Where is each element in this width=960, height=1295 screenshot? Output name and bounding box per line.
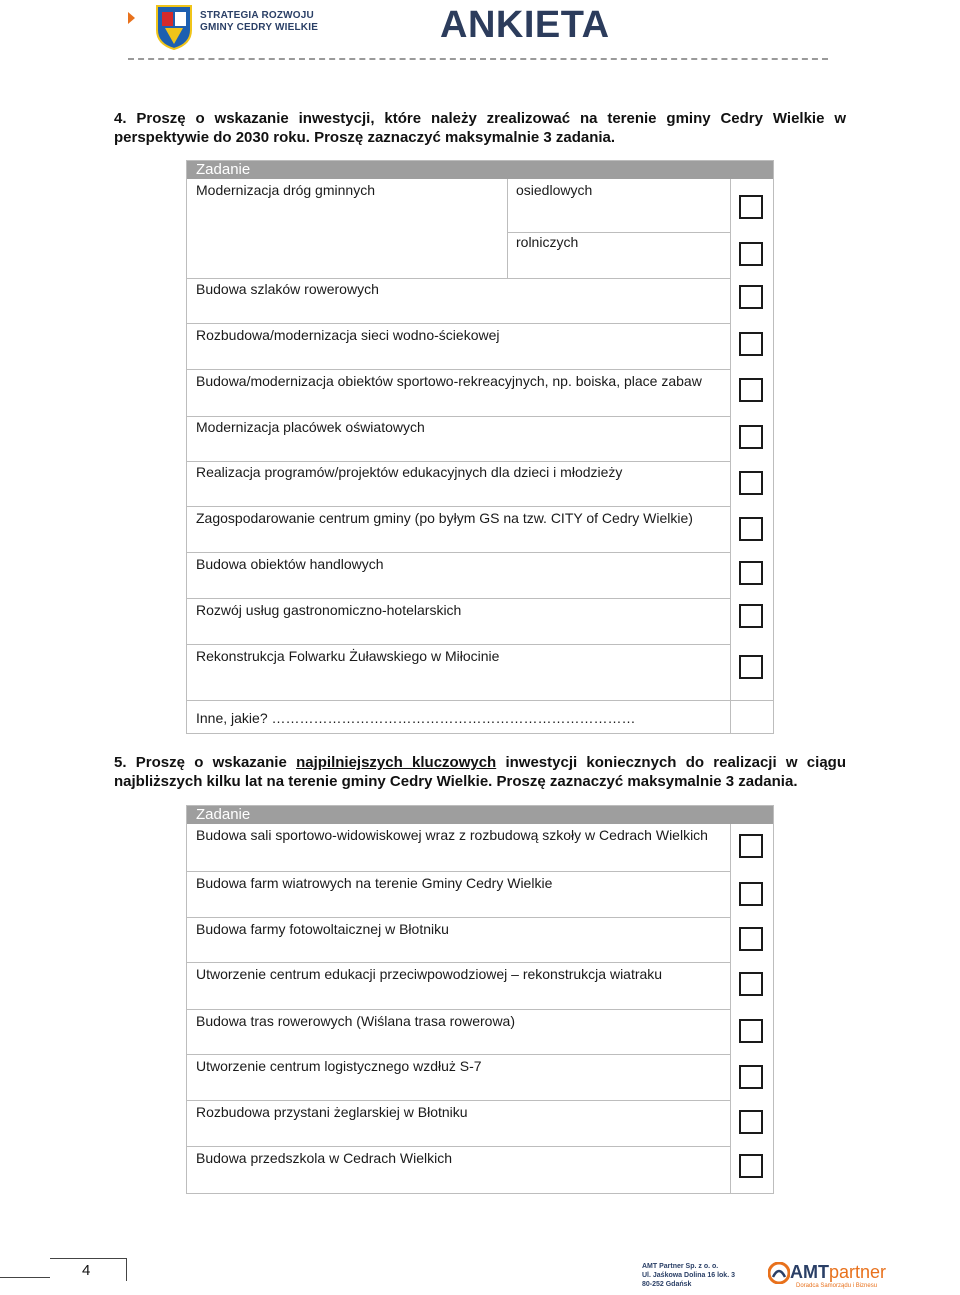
q5-row-line xyxy=(187,917,731,918)
q4-checkbox[interactable] xyxy=(739,604,763,628)
q5-checkbox[interactable] xyxy=(739,1065,763,1089)
company-street: Ul. Jaśkowa Dolina 16 lok. 3 xyxy=(642,1272,735,1279)
logo-line-2: GMINY CEDRY WIELKIE xyxy=(200,22,319,33)
q4-checkbox[interactable] xyxy=(739,425,763,449)
q4-other-field[interactable]: Inne, jakie? …………………………………………………………………… xyxy=(196,710,636,726)
q4-checkbox[interactable] xyxy=(739,378,763,402)
amt-partner-brand xyxy=(790,1262,886,1283)
q5-row: Budowa farmy fotowoltaicznej w Błotniku xyxy=(196,921,449,937)
q4-row-roads-osiedlowych: osiedlowych xyxy=(516,182,593,198)
q4-row-roads-rolniczych: rolniczych xyxy=(516,234,579,250)
q4-row: Rekonstrukcja Folwarku Żuławskiego w Miłocinie xyxy=(196,648,500,664)
brand-tagline: Doradca Samorządu i Biznesu xyxy=(796,1283,878,1289)
q4-row: Rozwój usług gastronomiczno-hotelarskich xyxy=(196,602,462,618)
q4-row: Budowa szlaków rowerowych xyxy=(196,281,379,297)
q4-row-line xyxy=(187,278,731,279)
q5-checkbox[interactable] xyxy=(739,1154,763,1178)
q4-row-line xyxy=(187,506,731,507)
q5-table-header: Zadanie xyxy=(187,806,773,824)
q4-road-subdivider xyxy=(507,179,508,279)
q4-row-line xyxy=(187,644,731,645)
q5-row-line xyxy=(187,1146,731,1147)
q4-row: Budowa obiektów handlowych xyxy=(196,556,384,572)
q4-row-line xyxy=(187,369,731,370)
q5-table xyxy=(186,805,774,1194)
company-address xyxy=(642,1262,735,1289)
q4-checkbox[interactable] xyxy=(739,471,763,495)
q5-checkbox[interactable] xyxy=(739,882,763,906)
question-5-emphasis: najpilniejszych kluczowych xyxy=(296,754,497,771)
q5-row-line xyxy=(187,1100,731,1101)
q4-row-line xyxy=(187,598,731,599)
q4-row-line xyxy=(187,416,731,417)
q4-row: Modernizacja placówek oświatowych xyxy=(196,419,425,435)
q5-row: Budowa sali sportowo-widowiskowej wraz z rozbudową szkoły w Cedrach Wielkich xyxy=(196,827,708,843)
q5-checkbox[interactable] xyxy=(739,834,763,858)
gmina-coat-of-arms-icon xyxy=(155,4,193,50)
q4-column-divider xyxy=(730,179,731,733)
amt-partner-logo-icon xyxy=(768,1262,790,1284)
footer-rule xyxy=(0,1277,50,1278)
q5-row-line xyxy=(187,871,731,872)
q4-checkbox-rolniczych[interactable] xyxy=(739,242,763,266)
question-4: 4. Proszę o wskazanie inwestycji, które należy zrealizować na terenie gminy Cedry Wielkie w perspektywie do 2030 roku. Proszę zaznaczyć maksymalnie 3 zadania. xyxy=(114,110,846,146)
q4-checkbox[interactable] xyxy=(739,285,763,309)
q4-row-line xyxy=(187,552,731,553)
q4-table-header: Zadanie xyxy=(187,161,773,179)
q4-checkbox[interactable] xyxy=(739,655,763,679)
logo-line-1: STRATEGIA ROZWOJU xyxy=(200,10,314,21)
q5-row: Budowa przedszkola w Cedrach Wielkich xyxy=(196,1150,452,1166)
company-name: AMT Partner Sp. z o. o. xyxy=(642,1263,719,1270)
q4-row-roads: Modernizacja dróg gminnych xyxy=(196,182,375,198)
page-number: 4 xyxy=(82,1262,91,1279)
question-5-suffix: inwestycji koniecznych do realizacji w ciągu najbliższych kilku lat na terenie gminy Cedry Wielkie. Proszę zaznaczyć maksymalnie 3 zadania. xyxy=(114,754,846,790)
q4-row-line xyxy=(187,700,773,701)
brand-a: AMT xyxy=(790,1262,829,1282)
q5-checkbox[interactable] xyxy=(739,1019,763,1043)
q4-road-subline xyxy=(507,232,731,233)
brand-b: partner xyxy=(829,1262,887,1282)
question-5 xyxy=(114,753,846,791)
q5-row-line xyxy=(187,1009,731,1010)
logo-text xyxy=(200,10,318,34)
q5-checkbox[interactable] xyxy=(739,927,763,951)
q5-row-line xyxy=(187,1054,731,1055)
q5-row: Budowa farm wiatrowych na terenie Gminy Cedry Wielkie xyxy=(196,875,553,891)
q4-checkbox[interactable] xyxy=(739,332,763,356)
q5-checkbox[interactable] xyxy=(739,972,763,996)
question-5-prefix: 5. Proszę o wskazanie xyxy=(114,754,287,771)
q4-checkbox[interactable] xyxy=(739,517,763,541)
q4-table xyxy=(186,160,774,734)
header-arrow-icon xyxy=(128,12,135,24)
q5-row: Utworzenie centrum logistycznego wzdłuż S-7 xyxy=(196,1058,482,1074)
q4-row: Budowa/modernizacja obiektów sportowo-rekreacyjnych, np. boiska, place zabaw xyxy=(196,373,702,389)
q5-checkbox[interactable] xyxy=(739,1110,763,1134)
q5-row: Budowa tras rowerowych (Wiślana trasa rowerowa) xyxy=(196,1013,515,1029)
q4-row: Zagospodarowanie centrum gminy (po byłym GS na tzw. CITY of Cedry Wielkie) xyxy=(196,510,693,526)
q4-row-line xyxy=(187,461,731,462)
company-city: 80-252 Gdańsk xyxy=(642,1281,692,1288)
q4-checkbox-osiedlowych[interactable] xyxy=(739,195,763,219)
q4-checkbox[interactable] xyxy=(739,561,763,585)
q5-row: Rozbudowa przystani żeglarskiej w Błotniku xyxy=(196,1104,468,1120)
q4-row-line xyxy=(187,323,731,324)
header-divider xyxy=(128,58,828,60)
q5-row-line xyxy=(187,962,731,963)
page-title: ANKIETA xyxy=(440,4,610,46)
q4-row: Realizacja programów/projektów edukacyjnych dla dzieci i młodzieży xyxy=(196,464,623,480)
q5-row: Utworzenie centrum edukacji przeciwpowodziowej – rekonstrukcja wiatraku xyxy=(196,966,663,982)
q4-row: Rozbudowa/modernizacja sieci wodno-ściekowej xyxy=(196,327,500,343)
